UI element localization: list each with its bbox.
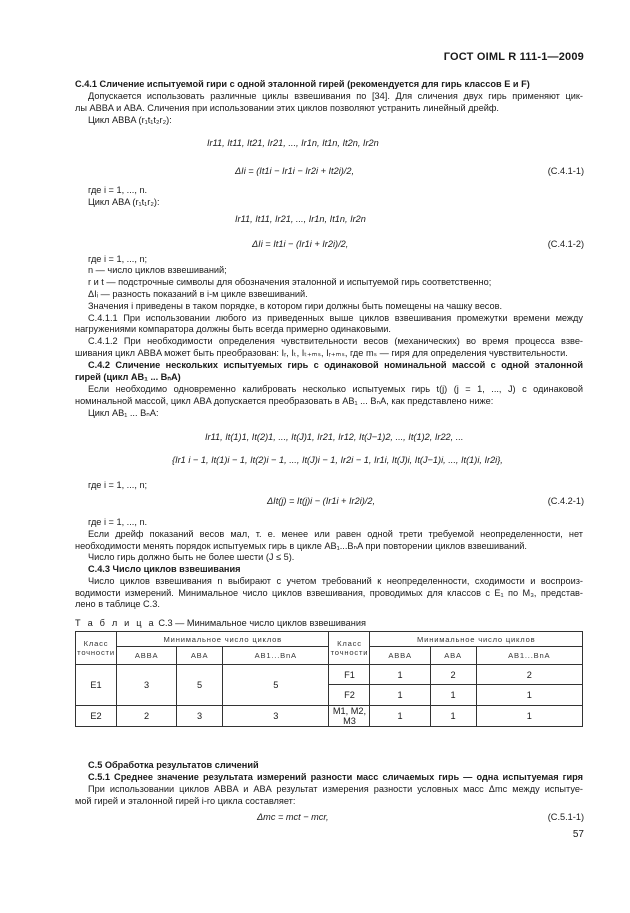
table-cell: E1 bbox=[76, 665, 117, 706]
paragraph-line: Если необходимо одновременно калибровать несколько испытуемых гирь t(j) (j = 1, ..., J) с одинаковой bbox=[88, 384, 583, 394]
table-cell: 1 bbox=[476, 706, 583, 727]
section-c41-title: С.4.1 Сличение испытуемой гири с одной эталонной гирей (рекомендуется для гирь классов Е и F) bbox=[75, 79, 530, 89]
class-header-left: Класс точности bbox=[76, 632, 117, 665]
formula-ab1bna-set: {Ir1 i − 1, It(1)i − 1, It(2)i − 1, ..., It(J)i − 1, Ir2i − 1, Ir1i, It(J)i, It(J−1)i, ..., It(1)i, Ir2i}, bbox=[172, 455, 503, 465]
table-caption bbox=[75, 618, 366, 628]
table-cell: F2 bbox=[329, 685, 370, 706]
table-cell: 2 bbox=[117, 706, 177, 727]
paragraph-line: водимости измерений. Минимальное число циклов взвешивания, проводимых для классов с E₁ по M₃, представ- bbox=[75, 588, 583, 598]
paragraph-line: где i = 1, ..., n; bbox=[88, 480, 148, 490]
paragraph-line: нагружениями компаратора должны быть всегда примерно одинаковыми. bbox=[75, 324, 391, 334]
formula-ab1bna-sequence: Ir11, It(1)1, It(2)1, ..., It(J)1, Ir21, Ir12, It(J−1)2, ..., It(1)2, Ir22, ... bbox=[205, 432, 464, 442]
equation-number: (С.4.1-1) bbox=[547, 166, 584, 176]
paragraph-line: С.4.1.2 При необходимости определения чувствительности весов (механических) во время процесса взве- bbox=[88, 336, 583, 346]
formula-c421: ΔIt(j) = It(j)i − (Ir1i + Ir2i)/2, bbox=[267, 496, 376, 506]
formula-c411: ΔIi = (It1i − Ir1i − Ir2i + It2i)/2, bbox=[235, 166, 355, 176]
equation-number: (С.5.1-1) bbox=[547, 812, 584, 822]
col-header: ABA bbox=[430, 647, 476, 665]
table-cell: 3 bbox=[117, 665, 177, 706]
formula-aba-sequence: Ir11, It11, Ir21, ..., Ir1n, It1n, Ir2n bbox=[235, 214, 366, 224]
table-caption-prefix: Т а б л и ц а bbox=[75, 618, 156, 628]
table-cell: F1 bbox=[329, 665, 370, 685]
table-cell: 5 bbox=[177, 665, 223, 706]
paragraph-line: мой гирей и эталонной гирей i-го цикла составляет: bbox=[75, 796, 296, 806]
col-header: AB1...BnA bbox=[223, 647, 329, 665]
table-cell: 2 bbox=[476, 665, 583, 685]
paragraph-line: Значения i приведены в таком порядке, в котором гири должны быть помещены на чашку весов. bbox=[88, 301, 503, 311]
cycle-abba-label: Цикл ABBA (r₁t₁t₂r₂): bbox=[88, 115, 172, 125]
paragraph-line: Если дрейф показаний весов мал, т. е. менее или равен одной трети требуемой неопределенности, нет bbox=[88, 529, 583, 539]
col-header: ABBA bbox=[370, 647, 430, 665]
min-header-left: Минимальное число циклов bbox=[117, 632, 329, 647]
cycle-ab1bna-label: Цикл AB₁ ... BₙA: bbox=[88, 408, 159, 418]
table-cell: 1 bbox=[370, 685, 430, 706]
min-header-right: Минимальное число циклов bbox=[370, 632, 583, 647]
formula-abba-sequence: Ir11, It11, It21, Ir21, ..., Ir1n, It1n, It2n, Ir2n bbox=[207, 138, 379, 148]
formula-c412: ΔIi = It1i − (Ir1i + Ir2i)/2, bbox=[252, 239, 349, 249]
section-c42-title: С.4.2 Сличение нескольких испытуемых гирь с одинаковой номинальной массой с одной эталонной bbox=[88, 360, 583, 370]
min-cycles-table bbox=[75, 631, 583, 727]
table-cell: E2 bbox=[76, 706, 117, 727]
paragraph-line: r и t — подстрочные символы для обозначения эталонной и испытуемой гирь соответственно; bbox=[88, 277, 492, 287]
table-cell: 3 bbox=[177, 706, 223, 727]
paragraph-line: необходимости менять порядок испытуемых гирь в цикле AB₁...BₙA при повторении циклов взвешиваний. bbox=[75, 541, 527, 551]
paragraph-line: Допускается использовать различные циклы взвешивания по [34]. Для сличения двух гирь применяют цик- bbox=[88, 91, 583, 101]
table-cell: 1 bbox=[430, 706, 476, 727]
paragraph-line: где i = 1, ..., n. bbox=[88, 517, 148, 527]
table-cell: M1, M2, M3 bbox=[329, 706, 370, 727]
paragraph-line: номинальной массой, цикл ABA допускается преобразовать в AB₁ ... BₙA, как представлено ниже: bbox=[75, 396, 494, 406]
paragraph-line: где i = 1, ..., n. bbox=[88, 185, 148, 195]
paragraph-line: шивания цикл ABBA может быть преобразован: Iᵣ, Iₜ, Iₜ₊ₘₛ, Iᵣ₊ₘₛ, где mₛ — гиря для определения чувствительности. bbox=[75, 348, 568, 358]
document-header: ГОСТ OIML R 111-1—2009 bbox=[443, 51, 584, 63]
section-c43-title: С.4.3 Число циклов взвешивания bbox=[88, 564, 241, 574]
table-caption-text: С.3 — Минимальное число циклов взвешивания bbox=[158, 618, 366, 628]
section-c5-title: С.5 Обработка результатов сличений bbox=[88, 760, 259, 770]
paragraph-line: При использовании циклов ABBA и ABA результат измерения разности условных масс Δmc между испытуе- bbox=[88, 784, 583, 794]
cycle-aba-label: Цикл ABA (r₁t₁r₂): bbox=[88, 197, 160, 207]
col-header: AB1...BnA bbox=[476, 647, 583, 665]
paragraph-line: С.4.1.1 При использовании любого из приведенных выше циклов взвешивания промежутки времени между bbox=[88, 313, 583, 323]
table-cell: 2 bbox=[430, 665, 476, 685]
paragraph-line: ΔIᵢ — разность показаний в i-м цикле взвешиваний. bbox=[88, 289, 308, 299]
table-cell: 5 bbox=[223, 665, 329, 706]
formula-c511: Δmc = mct − mcr, bbox=[257, 812, 329, 822]
table-cell: 1 bbox=[370, 706, 430, 727]
class-header-right: Класс точности bbox=[329, 632, 370, 665]
paragraph-line: Число циклов взвешивания n выбирают с учетом требований к неопределенности, сходимости и воспроиз- bbox=[88, 576, 583, 586]
section-c42-title-cont: гирей (цикл AB₁ ... BₙA) bbox=[75, 372, 181, 382]
table-cell: 1 bbox=[430, 685, 476, 706]
paragraph-line: Число гирь должно быть не более шести (J ≤ 5). bbox=[88, 552, 295, 562]
paragraph-line: n — число циклов взвешиваний; bbox=[88, 265, 227, 275]
paragraph-line: лено в таблице С.3. bbox=[75, 599, 160, 609]
col-header: ABBA bbox=[117, 647, 177, 665]
table-cell: 1 bbox=[476, 685, 583, 706]
table-cell: 1 bbox=[370, 665, 430, 685]
section-c51-title: С.5.1 Среднее значение результата измерений разности масс сличаемых гирь — одна испытуемая гиря bbox=[88, 772, 583, 782]
equation-number: (С.4.1-2) bbox=[547, 239, 584, 249]
paragraph-line: где i = 1, ..., n; bbox=[88, 254, 148, 264]
paragraph-line: лы ABBA и ABA. Сличения при использовании этих циклов позволяют устранить линейный дрейф. bbox=[75, 103, 499, 113]
table-cell: 3 bbox=[223, 706, 329, 727]
equation-number: (С.4.2-1) bbox=[547, 496, 584, 506]
page-number: 57 bbox=[572, 829, 584, 840]
col-header: ABA bbox=[177, 647, 223, 665]
